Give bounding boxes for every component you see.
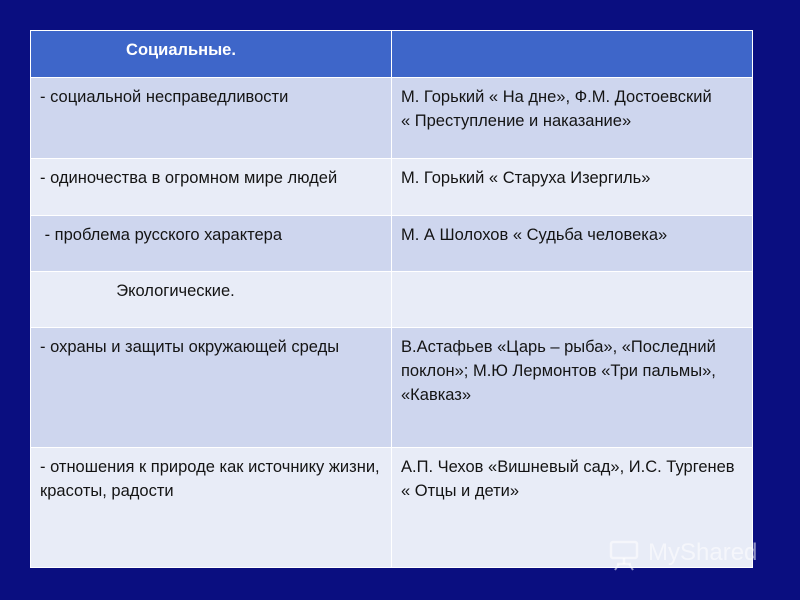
- problem-cell: - отношения к природе как источнику жизни, красоты, радости: [31, 448, 392, 568]
- table-row-section-ecological: [31, 272, 753, 328]
- works-text: А.П. Чехов «Вишневый сад», И.С. Тургенев « Отцы и дети»: [401, 458, 763, 500]
- problem-cell: - социальной несправедливости: [31, 78, 392, 159]
- header-social: Социальные.: [31, 31, 392, 78]
- table-row: [31, 328, 753, 448]
- header-ecological: Экологические.: [31, 272, 392, 328]
- works-cell: [392, 272, 753, 328]
- problem-cell: - одиночества в огромном мире людей: [31, 159, 392, 216]
- works-cell: М. А Шолохов « Судьба человека»: [392, 216, 753, 272]
- problem-text: - проблема русского характера: [40, 226, 283, 244]
- table-header-row: [31, 31, 753, 78]
- problem-cell: [31, 216, 392, 272]
- myshared-watermark: [608, 533, 783, 573]
- watermark-text: MyShared: [648, 539, 758, 566]
- literature-table: [30, 30, 763, 568]
- header-empty: [392, 31, 753, 78]
- table-row: [31, 159, 753, 216]
- works-text: М. Горький « На дне», Ф.М. Достоевский « Преступление и наказание»: [401, 88, 758, 130]
- problem-cell: - охраны и защиты окружающей среды: [31, 328, 392, 448]
- myshared-logo-icon: [608, 537, 642, 571]
- works-cell: М. Горький « Старуха Изергиль»: [392, 159, 753, 216]
- works-cell: В.Астафьев «Царь – рыба», «Последний поклон»; М.Ю Лермонтов «Три пальмы», «Кавказ»: [392, 328, 753, 448]
- table-row: [31, 216, 753, 272]
- table-row: [31, 78, 753, 159]
- works-cell: [392, 78, 758, 159]
